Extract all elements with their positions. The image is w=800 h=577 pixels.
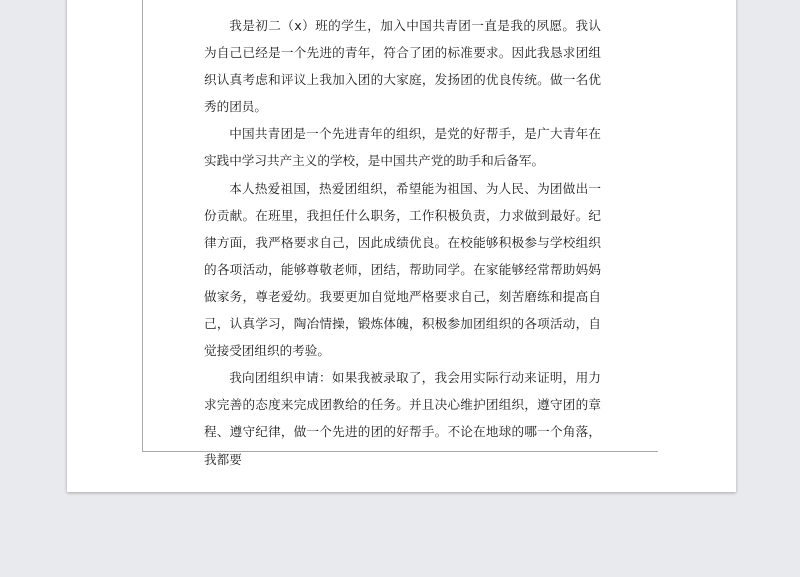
paragraph: 我是初二（x）班的学生，加入中国共青团一直是我的夙愿。我认为自己已经是一个先进的青年，符合了团的标准要求。因此我恳求团组织认真考虑和评议上我加入团的大家庭，发扬团的优良传统。做一名优秀的团员。 bbox=[204, 18, 601, 115]
paragraph: 我向团组织申请：如果我被录取了，我会用实际行动来证明，用力求完善的态度来完成团教给的任务。并且决心维护团组织，遵守团的章程、遵守纪律，做一个先进的团的好帮手。不论在地球的哪一个角落，我都要 bbox=[204, 370, 601, 467]
paragraph: 中国共青团是一个先进青年的组织，是党的好帮手，是广大青年在实践中学习共产主义的学校，是中国共产党的助手和后备军。 bbox=[204, 126, 601, 169]
document-page bbox=[67, 0, 736, 492]
document-body bbox=[204, 12, 601, 473]
paragraph: 本人热爱祖国，热爱团组织，希望能为祖国、为人民、为团做出一份贡献。在班里，我担任什么职务，工作积极负责，力求做到最好。纪律方面，我严格要求自己，因此成绩优良。在校能够积极参与学校组织的各项活动，能够尊敬老师，团结，帮助同学。在家能够经常帮助妈妈做家务，尊老爱幼。我要更加自觉地严格要求自己，刻苦磨练和提高自己，认真学习，陶冶情操，锻炼体魄，积极参加团组织的各项活动，自觉接受团组织的考验。 bbox=[204, 180, 601, 359]
margin-guide-left bbox=[142, 0, 143, 452]
